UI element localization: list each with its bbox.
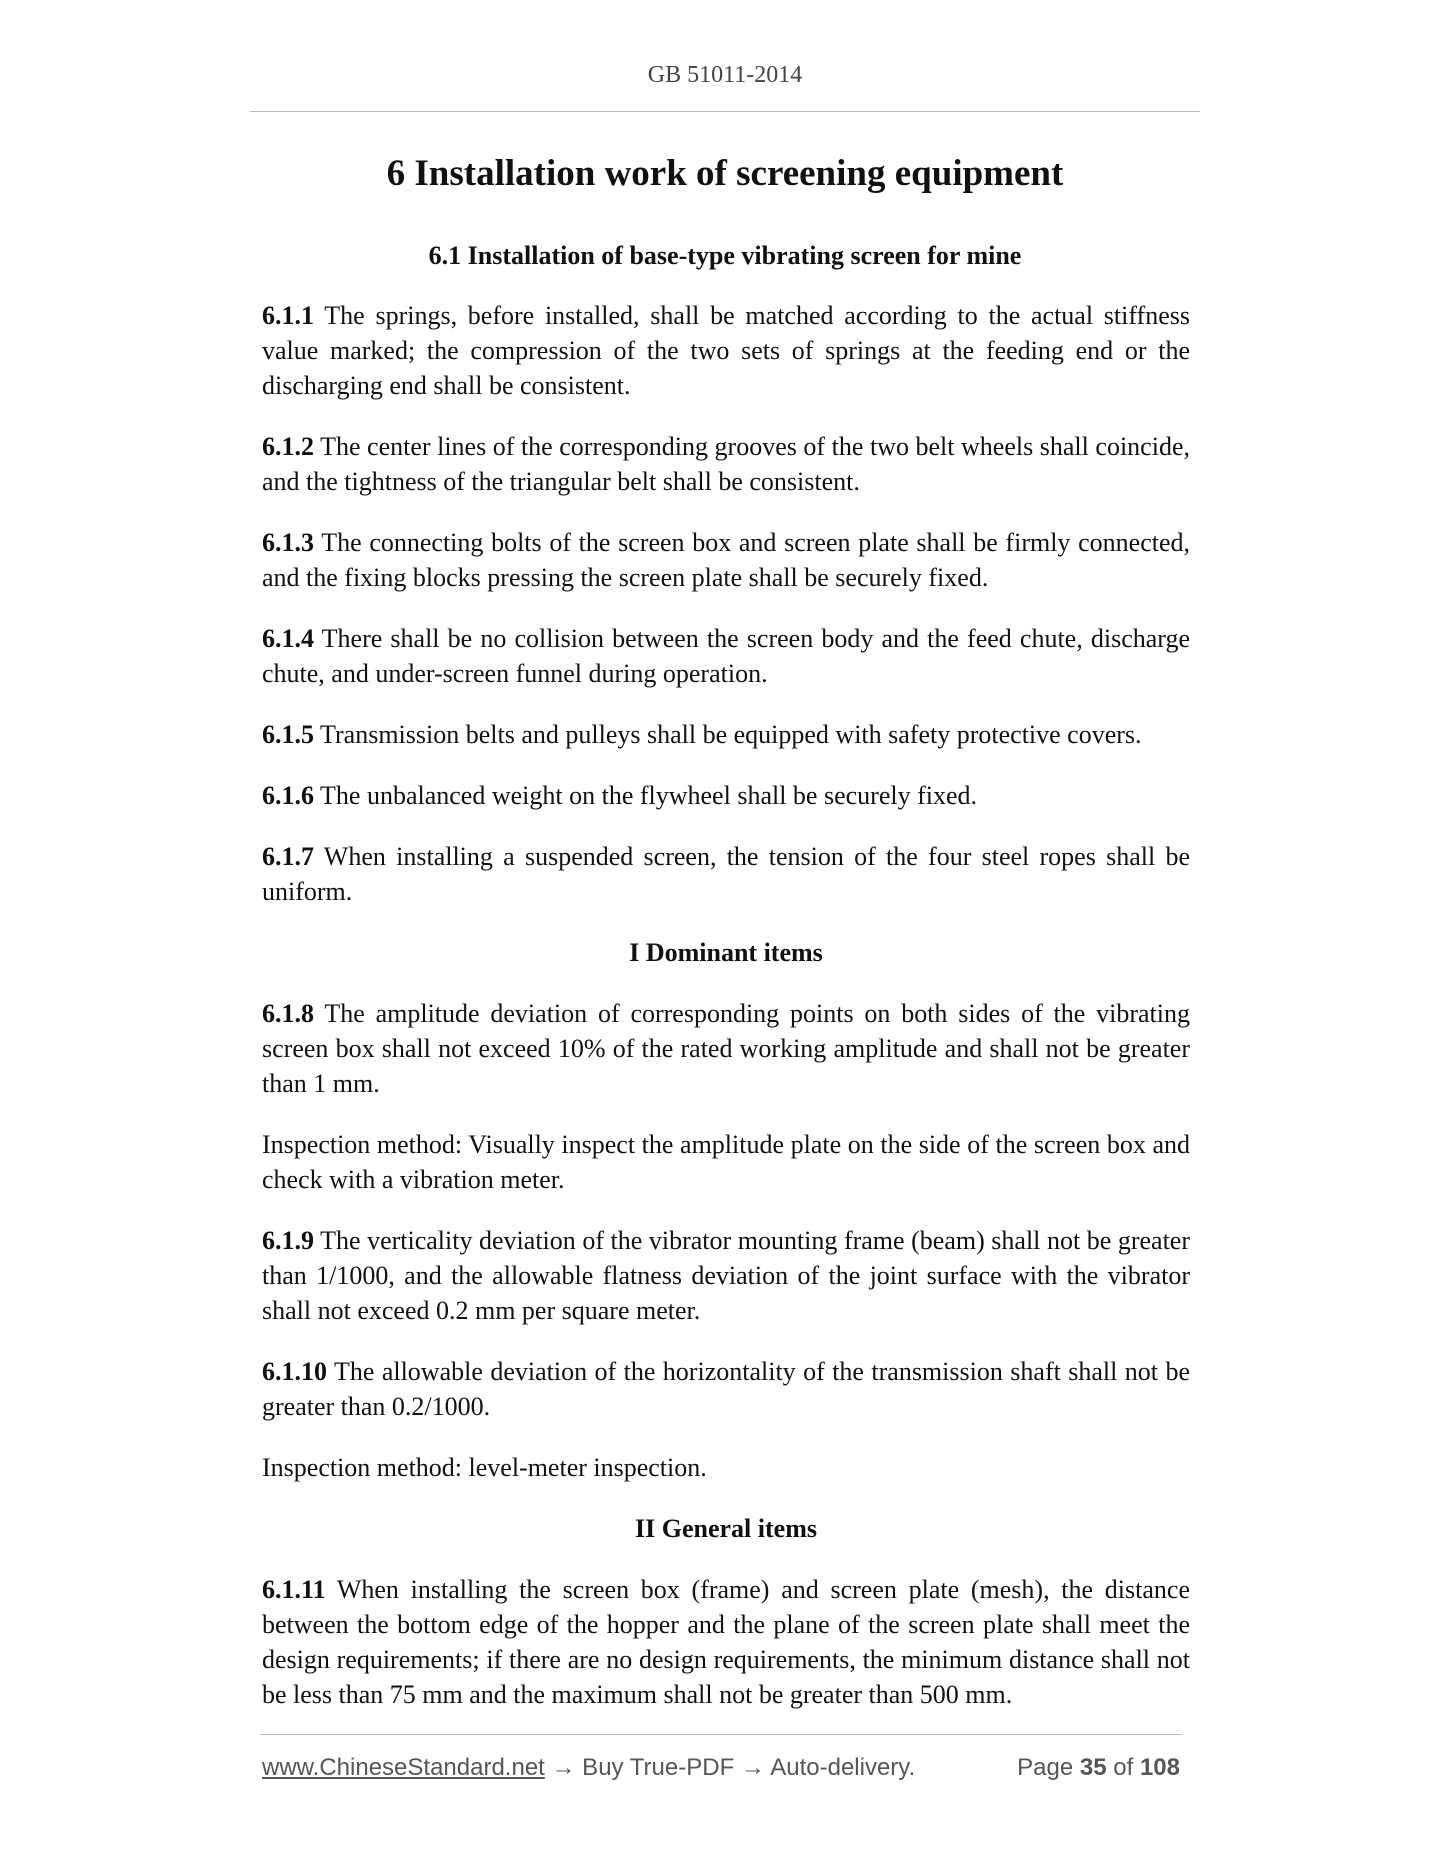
clause-number: 6.1.8 [262,999,314,1028]
clause-6-1-10 [262,1354,1190,1424]
clause-text: The allowable deviation of the horizontality of the transmission shaft shall not be greater than 0.2/1000. [262,1357,1190,1421]
footer-divider [260,1734,1182,1735]
section-title: 6.1 Installation of base-type vibrating screen for mine [428,241,1022,270]
inspection-method-2: Inspection method: level-meter inspection. [262,1453,707,1482]
site-link[interactable]: www.ChineseStandard.net [262,1754,545,1781]
clause-6-1-1 [262,298,1190,403]
page-indicator [1017,1754,1180,1782]
auto-delivery-text: Auto-delivery. [764,1754,916,1781]
clause-text: The connecting bolts of the screen box and screen plate shall be firmly connected, and the fixing blocks pressing the screen plate shall be securely fixed. [262,528,1190,592]
clause-6-1-2 [262,429,1190,499]
clause-text: When installing the screen box (frame) and screen plate (mesh), the distance between the bottom edge of the hopper and the plane of the screen plate shall meet the design requirements; if there are no design requirements, the minimum distance shall not be less than 75 mm and the maximum shall not be greater than 500 mm. [262,1575,1190,1709]
page-footer [262,1754,1182,1782]
clause-text: There shall be no collision between the screen body and the feed chute, discharge chute, and under-screen funnel during operation. [262,624,1190,688]
document-header: GB 51011-2014 [647,62,803,88]
clause-number: 6.1.9 [262,1226,314,1255]
clause-text: Transmission belts and pulleys shall be equipped with safety protective covers. [314,720,1142,749]
clause-text: The center lines of the corresponding grooves of the two belt wheels shall coincide, and the tightness of the triangular belt shall be consistent. [262,432,1190,496]
clause-6-1-5 [262,717,1190,752]
clause-number: 6.1.4 [262,624,314,653]
arrow-right-icon: → [551,1754,576,1781]
general-items-heading: II General items [635,1514,817,1543]
clause-6-1-11 [262,1572,1190,1712]
clause-text: When installing a suspended screen, the tension of the four steel ropes shall be uniform. [262,842,1190,906]
clause-6-1-7 [262,839,1190,909]
clause-number: 6.1.7 [262,842,314,871]
clause-number: 6.1.11 [262,1575,326,1604]
clause-6-1-8 [262,996,1190,1101]
page-of: of [1113,1754,1134,1781]
buy-pdf-text: Buy True-PDF [575,1754,741,1781]
clause-number: 6.1.2 [262,432,314,461]
chapter-title: 6 Installation work of screening equipment [386,153,1064,194]
clause-number: 6.1.10 [262,1357,327,1386]
clause-text: The amplitude deviation of corresponding points on both sides of the vibrating screen box shall not exceed 10% of the rated working amplitude and shall not be greater than 1 mm. [262,999,1190,1098]
clause-6-1-6 [262,778,1190,813]
dominant-items-heading: I Dominant items [629,938,823,967]
header-divider [250,111,1200,112]
clause-6-1-4 [262,621,1190,691]
document-body [262,298,1190,1738]
clause-number: 6.1.5 [262,720,314,749]
clause-text: The verticality deviation of the vibrator mounting frame (beam) shall not be greater than 1/1000, and the allowable flatness deviation of the joint surface with the vibrator shall not exceed 0.2 mm per square meter. [262,1226,1190,1325]
page-current: 35 [1079,1754,1107,1781]
clause-text: The springs, before installed, shall be matched according to the actual stiffness value marked; the compression of the two sets of springs at the feeding end or the discharging end shall be consistent. [262,301,1190,400]
inspection-method-1: Inspection method: Visually inspect the amplitude plate on the side of the screen box and check with a vibration meter. [262,1130,1190,1194]
page-label: Page [1017,1754,1074,1781]
clause-text: The unbalanced weight on the flywheel shall be securely fixed. [314,781,978,810]
clause-number: 6.1.1 [262,301,314,330]
clause-6-1-9 [262,1223,1190,1328]
clause-number: 6.1.6 [262,781,314,810]
clause-6-1-3 [262,525,1190,595]
arrow-right-icon: → [740,1754,765,1781]
page-total: 108 [1139,1754,1180,1781]
clause-number: 6.1.3 [262,528,314,557]
